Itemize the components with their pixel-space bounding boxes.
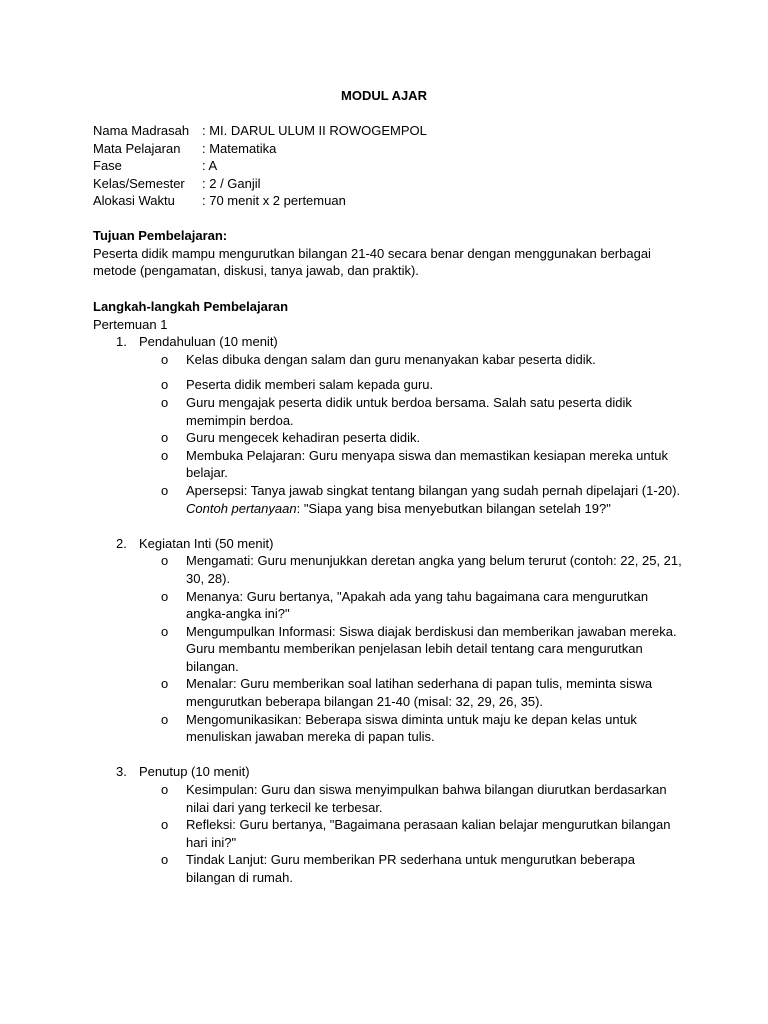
- identity-label: Fase: [93, 158, 122, 174]
- bullet-icon: o: [161, 394, 169, 410]
- list-item-text: Mengomunikasikan: Beberapa siswa diminta untuk maju ke depan kelas untuk menuliskan jawaban mereka di papan tulis.: [186, 711, 637, 745]
- learning-objective-text: Peserta didik mampu mengurutkan bilangan 21-40 secara benar dengan menggunakan berbagai metode (pengamatan, diskusi, tanya jawab, dan praktik).: [93, 245, 651, 279]
- identity-row: [93, 122, 427, 140]
- identity-value: : A: [202, 158, 218, 174]
- identity-row: [93, 192, 427, 210]
- list-item: [93, 376, 693, 394]
- example-label: Contoh pertanyaan: [186, 500, 297, 516]
- learning-objective-heading: Tujuan Pembelajaran:: [93, 228, 228, 243]
- list-item-text: Guru mengajak peserta didik untuk berdoa bersama. Salah satu peserta didik memimpin berdoa.: [186, 394, 632, 428]
- bullet-icon: o: [161, 782, 169, 798]
- bullet-icon: o: [161, 553, 169, 569]
- list-item: [93, 588, 693, 623]
- list-item-text: Refleksi: Guru bertanya, "Bagaimana perasaan kalian belajar mengurutkan bilangan hari ini?": [186, 817, 671, 850]
- phase-items: [93, 552, 693, 746]
- identity-row: [93, 157, 427, 175]
- identity-label: Alokasi Waktu: [93, 193, 175, 209]
- list-item: [93, 623, 693, 676]
- list-item-text: Menanya: Guru bertanya, "Apakah ada yang tahu bagaimana cara mengurutkan angka-angka ini?": [186, 588, 649, 622]
- phase-number: 1.: [116, 334, 127, 350]
- identity-value: : 2 / Ganjil: [202, 175, 261, 191]
- phase-title: Penutup (10 menit): [139, 764, 250, 780]
- identity-row: [93, 175, 427, 193]
- list-item-text: Kelas dibuka dengan salam dan guru menanyakan kabar peserta didik.: [186, 351, 596, 367]
- list-item: [93, 394, 693, 429]
- identity-value: : MI. DARUL ULUM II ROWOGEMPOL: [202, 123, 427, 138]
- bullet-icon: o: [161, 676, 169, 692]
- list-item: [93, 711, 693, 746]
- list-item: [93, 447, 693, 482]
- learning-steps-heading: Langkah-langkah Pembelajaran: [93, 299, 289, 314]
- phase-items: [93, 781, 693, 887]
- list-item-text: Membuka Pelajaran: Guru menyapa siswa dan memastikan kesiapan mereka untuk belajar.: [186, 447, 668, 481]
- bullet-icon: o: [161, 588, 169, 604]
- document-title: MODUL AJAR: [341, 88, 427, 103]
- meeting-label: Pertemuan 1: [93, 316, 168, 332]
- list-item: [93, 816, 693, 851]
- identity-row: [93, 140, 427, 158]
- list-item-text: Peserta didik memberi salam kepada guru.: [186, 377, 434, 393]
- phase-heading: [93, 763, 693, 781]
- list-item: [93, 351, 693, 369]
- list-item-text: Tindak Lanjut: Guru memberikan PR sederhana untuk mengurutkan beberapa bilangan di rumah.: [186, 852, 636, 885]
- list-item-text: Mengumpulkan Informasi: Siswa diajak berdiskusi dan memberikan jawaban mereka. Guru membantu memberikan penjelasan lebih detail tentang cara mengurutkan bilangan.: [186, 623, 677, 674]
- list-item: [93, 429, 693, 447]
- bullet-icon: o: [161, 430, 169, 446]
- list-item-text: Menalar: Guru memberikan soal latihan sederhana di papan tulis, meminta siswa mengurutkan beberapa bilangan 21-40 (misal: 32, 29, 26, 35).: [186, 676, 653, 710]
- bullet-icon: o: [161, 482, 169, 498]
- identity-label: Kelas/Semester: [93, 175, 185, 191]
- phase-items: [93, 351, 693, 517]
- identity-label: Nama Madrasah: [93, 123, 190, 138]
- phase-heading: [93, 535, 693, 553]
- bullet-icon: o: [161, 377, 169, 393]
- bullet-icon: o: [161, 852, 169, 868]
- list-item-text: Guru mengecek kehadiran peserta didik.: [186, 430, 421, 446]
- phase-number: 3.: [116, 764, 127, 780]
- list-item: [93, 482, 693, 517]
- identity-value: : Matematika: [202, 140, 277, 156]
- identity-value: : 70 menit x 2 pertemuan: [202, 193, 346, 209]
- list-item-text: Apersepsi: Tanya jawab singkat tentang bilangan yang sudah pernah dipelajari (1-20).: [186, 482, 681, 498]
- example-text: : "Siapa yang bisa menyebutkan bilangan setelah 19?": [296, 500, 611, 516]
- list-item-text: Mengamati: Guru menunjukkan deretan angka yang belum terurut (contoh: 22, 25, 21, 30, 28).: [186, 553, 682, 586]
- learning-objective-section: [93, 227, 683, 280]
- bullet-icon: o: [161, 351, 169, 367]
- phase-title: Pendahuluan (10 menit): [139, 334, 278, 350]
- phase-title: Kegiatan Inti (50 menit): [139, 535, 274, 551]
- list-item: [93, 675, 693, 710]
- bullet-icon: o: [161, 447, 169, 463]
- bullet-icon: o: [161, 711, 169, 727]
- bullet-icon: o: [161, 623, 169, 639]
- learning-steps-section: [93, 298, 693, 887]
- list-item: [93, 552, 693, 587]
- identity-block: [93, 122, 427, 210]
- list-item: [93, 781, 693, 816]
- phase-number: 2.: [116, 535, 127, 551]
- bullet-icon: o: [161, 817, 169, 833]
- list-item-text: Kesimpulan: Guru dan siswa menyimpulkan bahwa bilangan diurutkan berdasarkan nilai dari yang terkecil ke terbesar.: [186, 782, 667, 815]
- phase-heading: [93, 333, 693, 351]
- list-item: [93, 851, 693, 886]
- identity-label: Mata Pelajaran: [93, 140, 181, 156]
